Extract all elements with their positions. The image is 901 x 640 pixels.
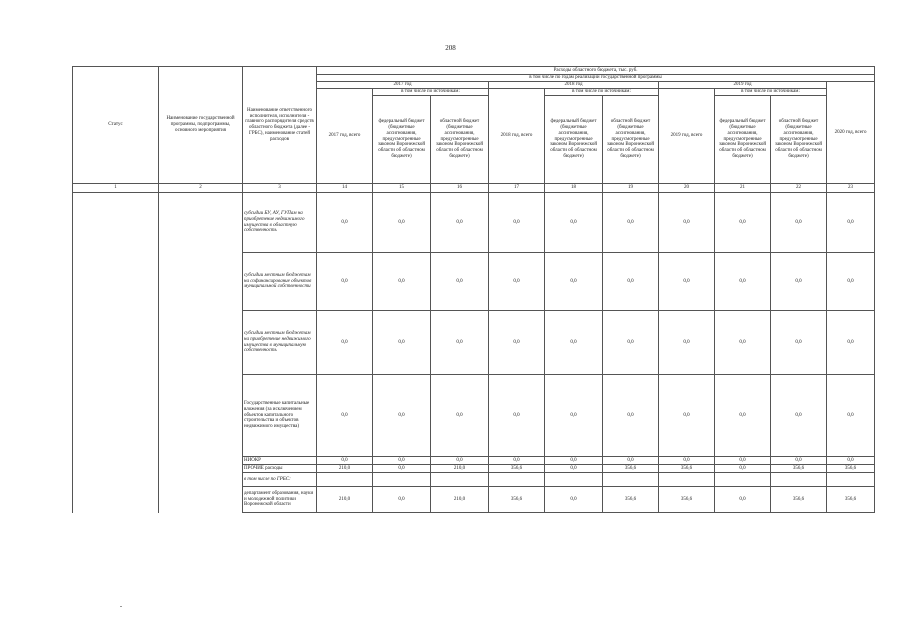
value-cell: 0,0 [373,457,431,465]
value-cell: 356,6 [771,465,827,473]
value-cell: 0,0 [317,253,373,311]
value-cell: 210,0 [431,487,489,513]
header-regional-2019: областной бюджет (бюджетные ассигнования, предусмотренные законом Воронежской области об областном бюджете) [771,96,827,184]
status-cell [73,193,159,513]
value-cell: 356,6 [603,487,659,513]
header-sources-2017: в том числе по источникам: [373,89,489,96]
header-federal-2019: федеральный бюджет (бюджетные ассигнования, предусмотренные законом Воронежской области об областном бюджете) [715,96,771,184]
header-federal-2018: федеральный бюджет (бюджетные ассигнования, предусмотренные законом Воронежской области об областном бюджете) [545,96,603,184]
value-cell: 356,6 [489,465,545,473]
col-number: 19 [603,184,659,193]
header-year-2017: 2017 год [317,82,489,89]
value-cell: 0,0 [715,311,771,375]
value-cell: 0,0 [659,375,715,457]
table-row [73,193,875,253]
col-number: 21 [715,184,771,193]
value-cell: 0,0 [603,457,659,465]
value-cell: 0,0 [603,375,659,457]
row-label: ПРОЧИЕ расходы [243,465,317,473]
col-number: 3 [243,184,317,193]
value-cell [715,473,771,487]
budget-table [72,66,875,513]
value-cell: 0,0 [431,375,489,457]
header-program-name: Наименование государственной программы, подпрограммы, основного мероприятия [159,67,243,184]
value-cell: 0,0 [827,193,875,253]
header-total-2017: 2017 год, всего [317,89,373,184]
header-regional-2017: областной бюджет (бюджетные ассигнования, предусмотренные законом Воронежской области об областном бюджете) [431,96,489,184]
col-number: 16 [431,184,489,193]
value-cell: 0,0 [431,193,489,253]
header-total-2020: 2020 год, всего [827,82,875,184]
scan-speck [120,606,122,607]
col-number: 20 [659,184,715,193]
value-cell: 0,0 [827,311,875,375]
value-cell [659,473,715,487]
value-cell: 0,0 [827,375,875,457]
row-label: субсидии БУ, АУ, ГУПам на приобретение недвижимого имущества в областную собственность [243,193,317,253]
value-cell: 0,0 [827,457,875,465]
header-year-2019: 2019 год [659,82,827,89]
table-body [73,193,875,513]
value-cell: 0,0 [373,253,431,311]
value-cell: 0,0 [317,457,373,465]
header-sources-2018: в том числе по источникам: [545,89,659,96]
value-cell: 0,0 [603,311,659,375]
value-cell: 0,0 [489,311,545,375]
value-cell: 0,0 [545,375,603,457]
value-cell: 356,6 [659,487,715,513]
value-cell [489,473,545,487]
header-total-2018: 2018 год, всего [489,89,545,184]
header-status: Статус [73,67,159,184]
value-cell: 0,0 [489,457,545,465]
col-number: 17 [489,184,545,193]
header-executor: Наименование ответственного исполнителя, исполнителя - главного распорядителя средств областного бюджета (далее - ГРБС), наименование статей расходов [243,67,317,184]
value-cell: 0,0 [715,193,771,253]
value-cell: 0,0 [771,193,827,253]
header-expenses-title: Расходы областного бюджета, тыс. руб. [317,67,875,75]
value-cell: 0,0 [545,465,603,473]
col-number: 18 [545,184,603,193]
value-cell: 0,0 [373,375,431,457]
value-cell: 0,0 [545,253,603,311]
value-cell: 0,0 [659,253,715,311]
value-cell [771,473,827,487]
row-label: НИОКР [243,457,317,465]
program-cell [159,193,243,513]
value-cell: 0,0 [373,465,431,473]
value-cell [317,473,373,487]
value-cell: 0,0 [771,375,827,457]
value-cell [373,473,431,487]
value-cell: 356,6 [827,487,875,513]
row-label: Государственные капитальные вложения (за исключением объектов капитального строительства и объектов недвижимого имущества) [243,375,317,457]
value-cell: 0,0 [771,311,827,375]
value-cell: 0,0 [431,311,489,375]
value-cell: 356,6 [659,465,715,473]
value-cell: 210,0 [431,465,489,473]
value-cell: 0,0 [545,457,603,465]
value-cell: 0,0 [771,457,827,465]
value-cell: 0,0 [715,487,771,513]
value-cell: 0,0 [715,253,771,311]
header-year-2018: 2018 год [489,82,659,89]
value-cell: 0,0 [431,253,489,311]
value-cell: 0,0 [373,311,431,375]
header-federal-2017: федеральный бюджет (бюджетные ассигнования, предусмотренные законом Воронежской области об областном бюджете) [373,96,431,184]
col-number: 14 [317,184,373,193]
col-number: 1 [73,184,159,193]
value-cell: 0,0 [317,375,373,457]
header-by-years: в том числе по годам реализации государственной программы [317,75,875,82]
value-cell: 0,0 [489,375,545,457]
col-number: 15 [373,184,431,193]
value-cell [545,473,603,487]
row-label: субсидии местным бюджетам на приобретение недвижимого имущества в муниципальную собственность [243,311,317,375]
value-cell: 0,0 [545,311,603,375]
value-cell: 210,0 [317,487,373,513]
value-cell: 0,0 [715,457,771,465]
value-cell: 0,0 [659,457,715,465]
value-cell: 210,0 [317,465,373,473]
value-cell [431,473,489,487]
value-cell: 0,0 [545,487,603,513]
row-label: субсидии местным бюджетам на софинансирование объектов муниципальной собственности [243,253,317,311]
value-cell: 0,0 [715,375,771,457]
col-number: 22 [771,184,827,193]
value-cell: 0,0 [659,311,715,375]
row-label: департамент образования, науки и молодежной политики Воронежской области [243,487,317,513]
col-number: 2 [159,184,243,193]
value-cell: 0,0 [715,465,771,473]
value-cell: 0,0 [603,253,659,311]
value-cell [603,473,659,487]
value-cell: 356,6 [771,487,827,513]
value-cell: 0,0 [373,487,431,513]
value-cell: 0,0 [603,193,659,253]
value-cell: 0,0 [771,253,827,311]
value-cell: 356,6 [489,487,545,513]
row-label: в том числе по ГРБС: [243,473,317,487]
col-number: 23 [827,184,875,193]
value-cell: 0,0 [489,253,545,311]
value-cell: 0,0 [827,253,875,311]
value-cell: 0,0 [373,193,431,253]
value-cell: 0,0 [317,311,373,375]
page-number: 208 [445,44,456,52]
value-cell: 356,6 [603,465,659,473]
value-cell: 0,0 [431,457,489,465]
value-cell: 0,0 [659,193,715,253]
value-cell: 0,0 [489,193,545,253]
value-cell [827,473,875,487]
header-sources-2019: в том числе по источникам: [715,89,827,96]
header-regional-2018: областной бюджет (бюджетные ассигнования, предусмотренные законом Воронежской области об областном бюджете) [603,96,659,184]
value-cell: 356,6 [827,465,875,473]
header-total-2019: 2019 год, всего [659,89,715,184]
value-cell: 0,0 [545,193,603,253]
value-cell: 0,0 [317,193,373,253]
